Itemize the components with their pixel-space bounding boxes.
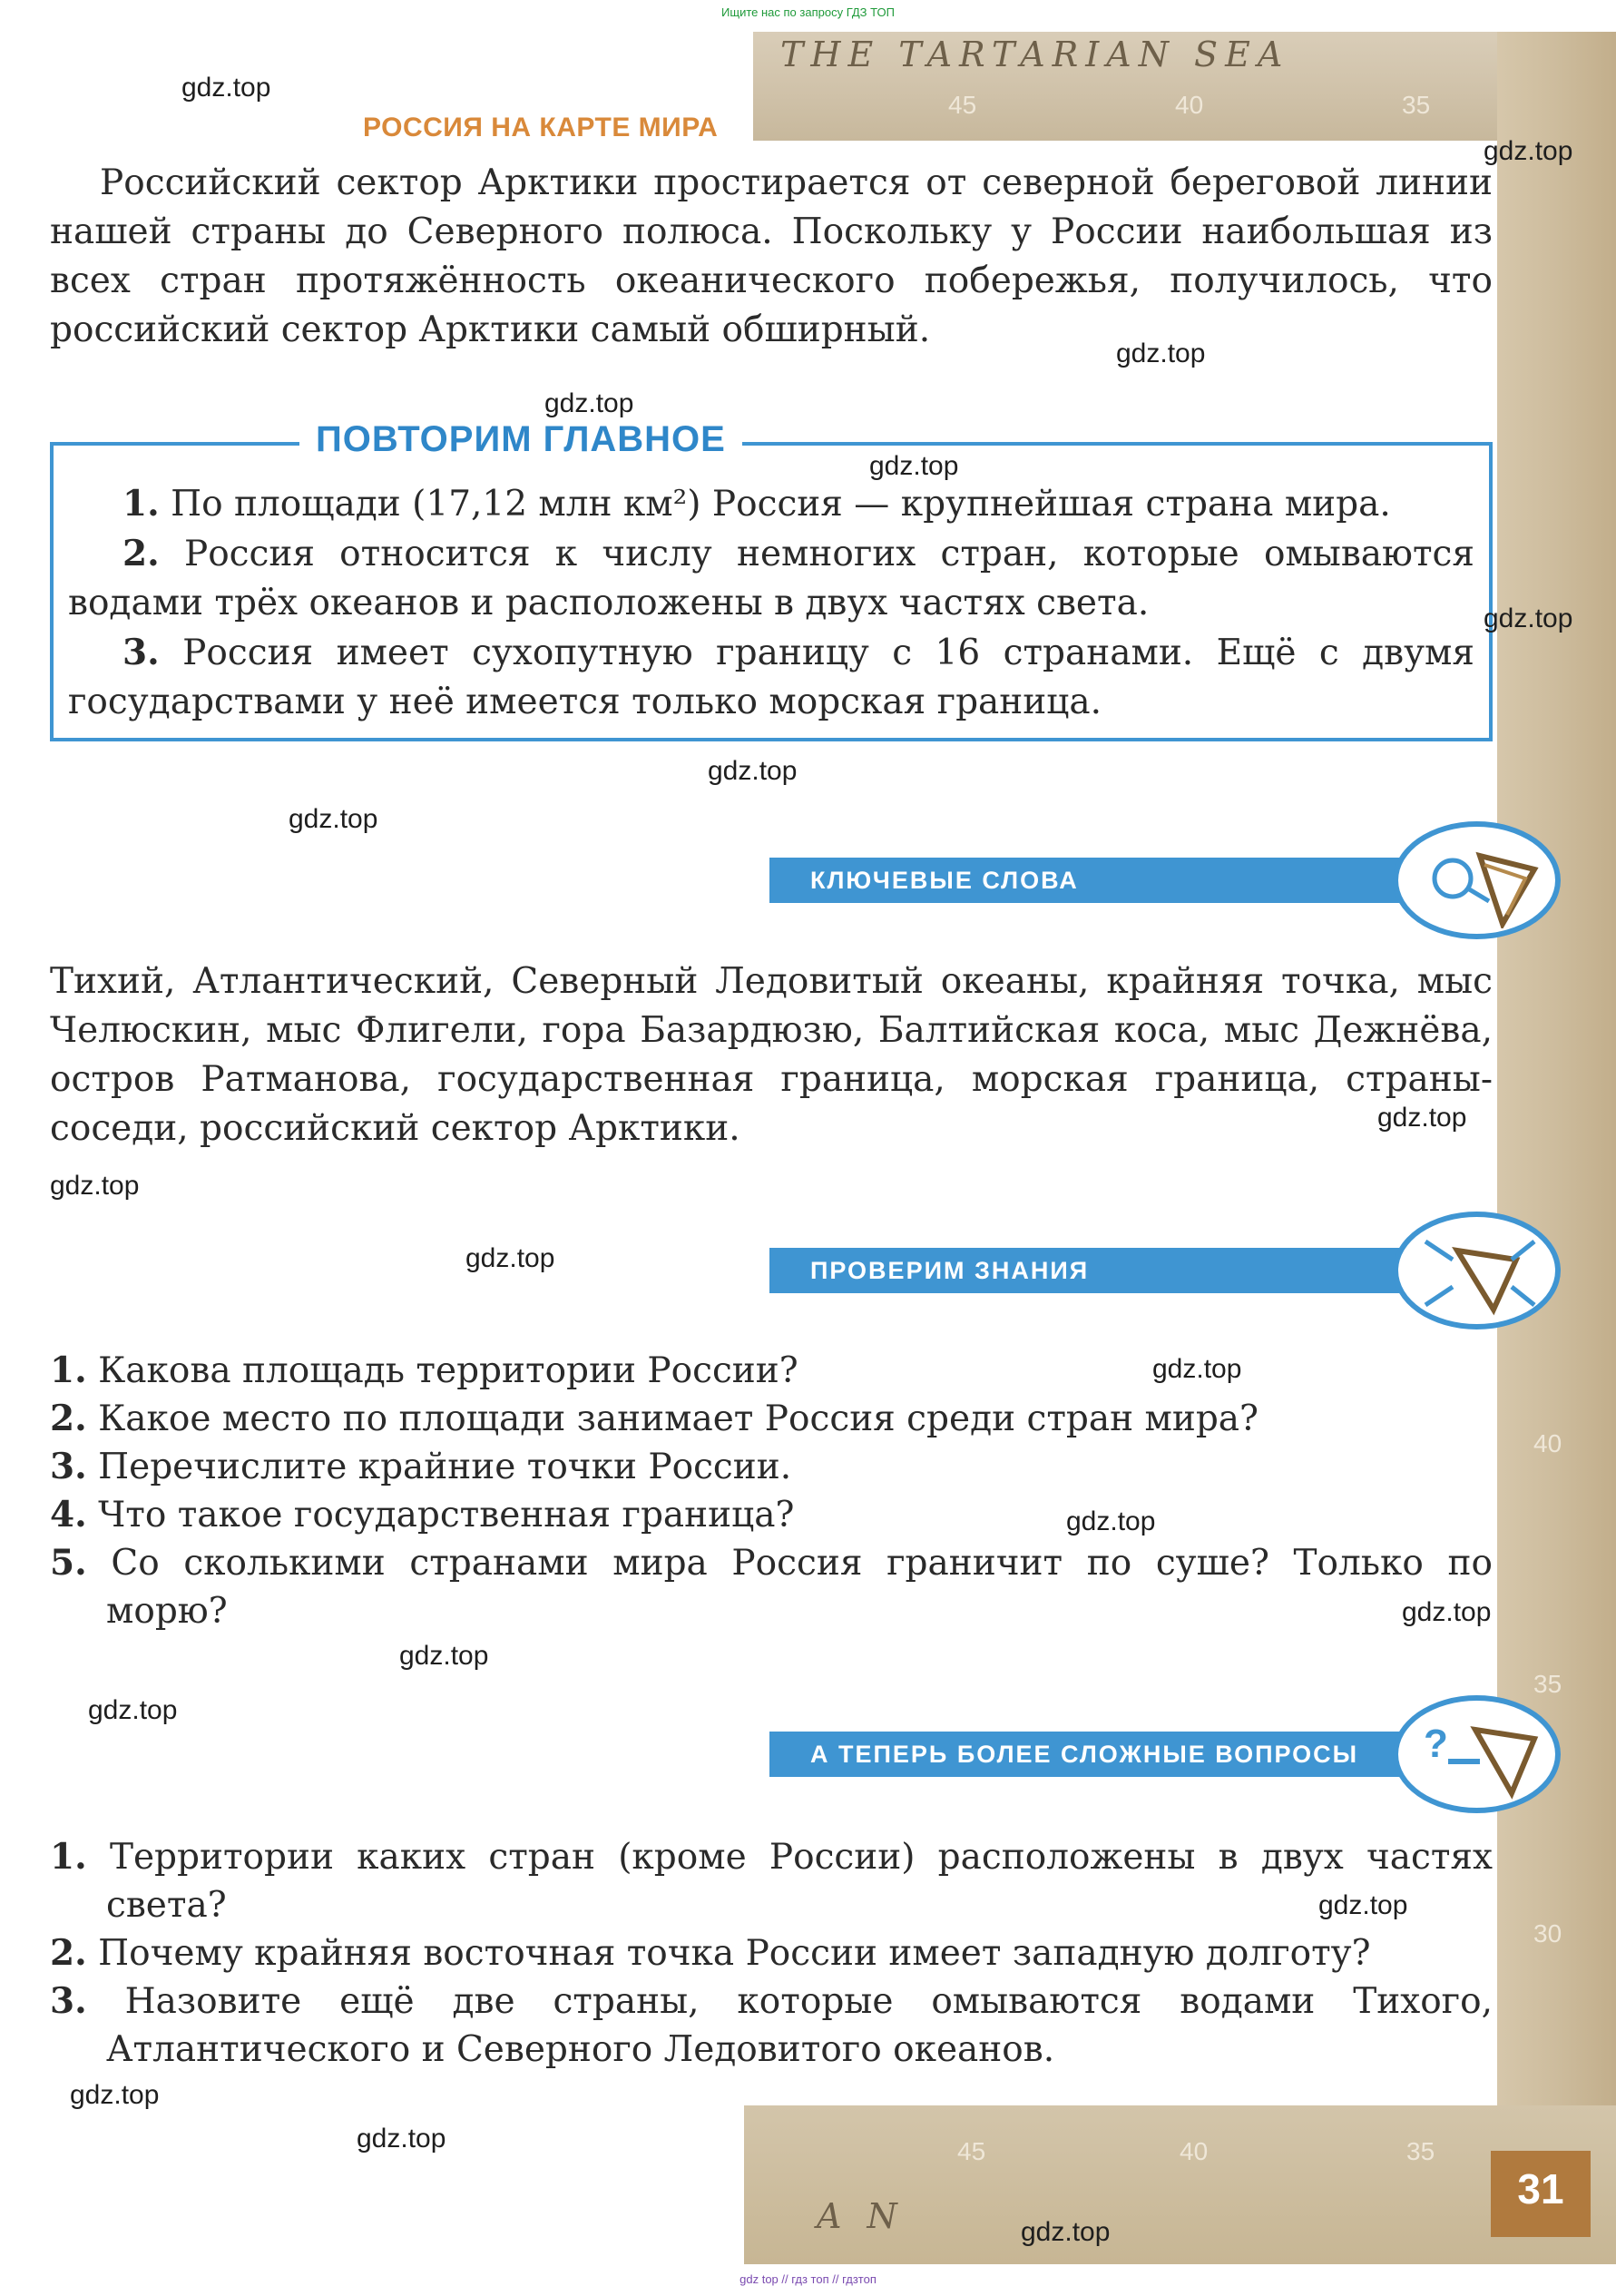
- top-search-hint: Ищите нас по запросу ГДЗ ТОП: [721, 5, 895, 19]
- question-item: 3. Перечислите крайние точки России.: [50, 1446, 792, 1487]
- map-sea-label: THE TARTARIAN SEA: [780, 34, 1290, 74]
- map-longitude-label: 40: [1175, 91, 1204, 119]
- watermark: gdz.top: [465, 1243, 555, 1273]
- map-strip-bottom: [744, 2105, 1616, 2264]
- watermark: gdz.top: [181, 73, 271, 103]
- question-item: 1. Территории каких стран (кроме России) расположены в двух частях света?: [50, 1836, 1494, 1926]
- watermark: gdz.top: [1402, 1597, 1492, 1627]
- keywords-banner: КЛЮЧЕВЫЕ СЛОВА: [769, 858, 1432, 903]
- watermark: gdz.top: [1484, 136, 1573, 166]
- summary-item: 1. По площади (17,12 млн км²) Россия — крупнейшая страна мира.: [122, 483, 1391, 525]
- summary-item: 3. Россия имеет сухопутную границу с 16 странами. Ещё с двумя государствами у неё имеется только морская граница.: [68, 632, 1474, 722]
- map-latitude-label: 40: [1533, 1429, 1562, 1457]
- sextant-arrows-icon: [1393, 1212, 1561, 1330]
- hard-questions: [50, 1833, 1493, 2074]
- watermark: gdz.top: [544, 388, 634, 418]
- map-longitude-label: 45: [948, 91, 977, 119]
- watermark: gdz.top: [357, 2124, 446, 2154]
- summary-list: [68, 479, 1474, 727]
- map-longitude-label: 40: [1180, 2137, 1209, 2165]
- watermark: gdz.top: [1484, 603, 1573, 633]
- sextant-icon: [1393, 821, 1561, 939]
- watermark: gdz.top: [289, 804, 378, 834]
- watermark: gdz.top: [70, 2080, 160, 2110]
- question-item: 1. Какова площадь территории России?: [50, 1349, 798, 1391]
- watermark: gdz.top: [1152, 1354, 1242, 1384]
- svg-text:?: ?: [1424, 1722, 1448, 1766]
- keywords-text: Тихий, Атлантический, Северный Ледовитый океаны, крайняя точка, мыс Челюскин, мыс Флигели, гора Базардюзю, Балтийская коса, мыс Дежнёва, остров Ратманова, государственная граница, морская граница, страны-соседи, российский сектор Арктики.: [50, 961, 1493, 1149]
- watermark: gdz.top: [869, 451, 959, 481]
- map-longitude-label: 35: [1402, 91, 1431, 119]
- question-item: 3. Назовите ещё две страны, которые омываются водами Тихого, Атлантического и Северного Ледовитого океанов.: [50, 1980, 1493, 2070]
- watermark: gdz.top: [399, 1641, 489, 1671]
- watermark: gdz.top: [1066, 1506, 1156, 1536]
- hard-questions-banner: А ТЕПЕРЬ БОЛЕЕ СЛОЖНЫЕ ВОПРОСЫ: [769, 1732, 1432, 1777]
- watermark: gdz.top: [1021, 2217, 1111, 2247]
- map-longitude-label: 45: [957, 2137, 986, 2165]
- watermark: gdz.top: [708, 756, 798, 786]
- check-banner: ПРОВЕРИМ ЗНАНИЯ: [769, 1248, 1432, 1293]
- map-longitude-label: 35: [1406, 2137, 1435, 2165]
- watermark: gdz.top: [1377, 1103, 1467, 1133]
- question-item: 2. Какое место по площади занимает Россия среди стран мира?: [50, 1398, 1259, 1439]
- summary-title: ПОВТОРИМ ГЛАВНОЕ: [299, 419, 742, 460]
- watermark: gdz.top: [1318, 1890, 1408, 1920]
- watermark: gdz.top: [50, 1171, 140, 1201]
- map-latitude-label: 30: [1533, 1919, 1562, 1948]
- map-latitude-label: 35: [1533, 1670, 1562, 1698]
- watermark: gdz.top: [1116, 339, 1206, 368]
- running-head: РОССИЯ НА КАРТЕ МИРА: [363, 113, 719, 142]
- check-questions: [50, 1347, 1493, 1635]
- page-number: 31: [1517, 2165, 1564, 2213]
- bottom-search-hint: gdz top // гдз топ // гдзтоп: [739, 2272, 877, 2286]
- sextant-question-icon: [1393, 1695, 1561, 1813]
- question-item: 2. Почему крайняя восточная точка России имеет западную долготу?: [50, 1932, 1371, 1974]
- question-item: 5. Со сколькими странами мира Россия граничит по суше? Только по морю?: [50, 1542, 1493, 1632]
- summary-item: 2. Россия относится к числу немногих стран, которые омываются водами трёх океанов и расположены в двух частях света.: [68, 533, 1474, 623]
- intro-paragraph: Российский сектор Арктики простирается от северной береговой линии нашей страны до Северного полюса. Поскольку у России наибольшая из всех стран протяжённость океанического побережья, получилось, что российский сектор Арктики самый обширный.: [50, 162, 1493, 350]
- watermark: gdz.top: [88, 1695, 178, 1725]
- map-bottom-letters: A N: [817, 2196, 905, 2236]
- question-item: 4. Что такое государственная граница?: [50, 1494, 795, 1536]
